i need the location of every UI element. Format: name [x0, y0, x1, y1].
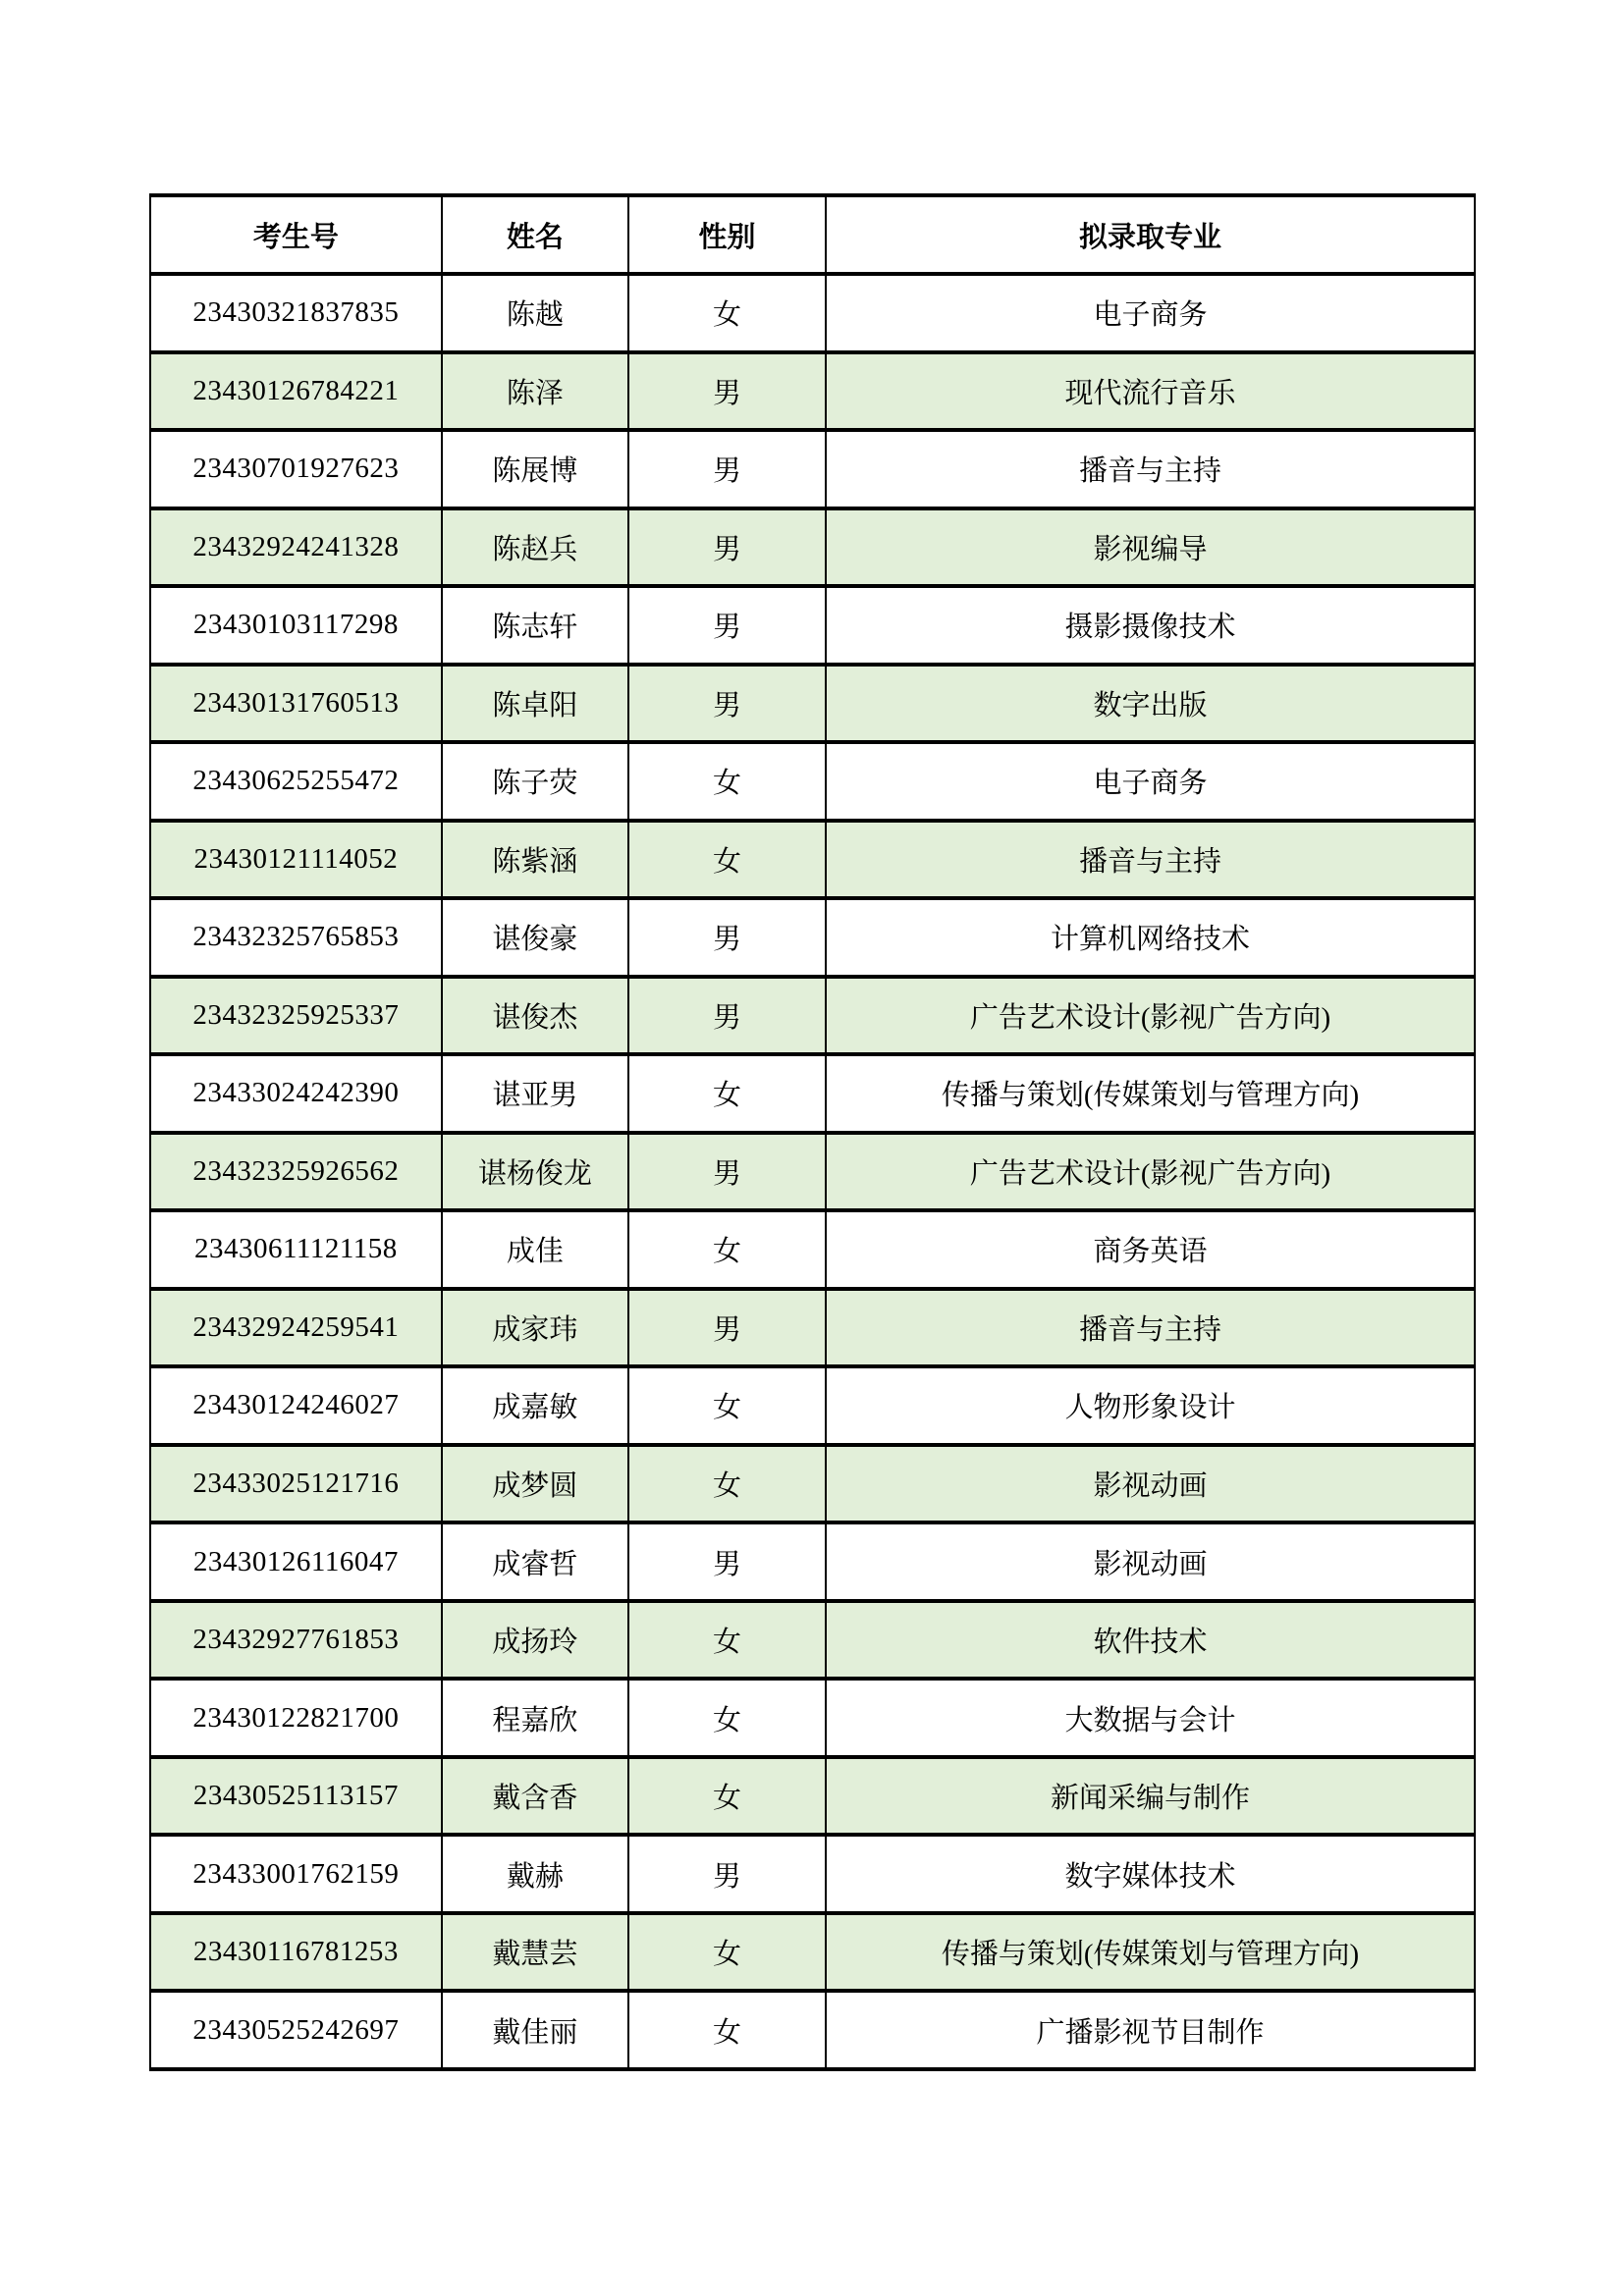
table-row: [150, 1835, 1475, 1913]
gender-cell: 女: [628, 274, 826, 352]
major-cell: 广播影视节目制作: [826, 1991, 1475, 2069]
candidate-id-cell: 23430121114052: [150, 821, 442, 899]
candidate-id-cell: 23430126784221: [150, 352, 442, 431]
candidate-id-cell: 23430611121158: [150, 1210, 442, 1289]
name-cell: 戴慧芸: [442, 1913, 628, 1992]
candidate-id-cell: 23432927761853: [150, 1601, 442, 1680]
major-cell: 大数据与会计: [826, 1679, 1475, 1757]
name-cell: 成家玮: [442, 1289, 628, 1367]
table-row: [150, 1054, 1475, 1133]
candidate-id-cell: 23432325926562: [150, 1133, 442, 1211]
name-cell: 戴赫: [442, 1835, 628, 1913]
candidate-id-cell: 23430116781253: [150, 1913, 442, 1992]
table-row: [150, 1210, 1475, 1289]
table-row: [150, 1289, 1475, 1367]
name-cell: 成睿哲: [442, 1522, 628, 1601]
gender-cell: 女: [628, 1757, 826, 1836]
name-cell: 成梦圆: [442, 1445, 628, 1523]
major-cell: 传播与策划(传媒策划与管理方向): [826, 1913, 1475, 1992]
candidate-id-cell: 23432325925337: [150, 977, 442, 1055]
gender-cell: 男: [628, 1522, 826, 1601]
name-cell: 陈紫涵: [442, 821, 628, 899]
gender-cell: 女: [628, 1210, 826, 1289]
table-row: [150, 430, 1475, 508]
gender-cell: 女: [628, 821, 826, 899]
name-cell: 陈卓阳: [442, 665, 628, 743]
table-row: [150, 1522, 1475, 1601]
major-cell: 播音与主持: [826, 1289, 1475, 1367]
candidate-id-cell: 23430701927623: [150, 430, 442, 508]
gender-cell: 男: [628, 352, 826, 431]
table-row: [150, 665, 1475, 743]
major-cell: 影视编导: [826, 508, 1475, 587]
name-cell: 陈展博: [442, 430, 628, 508]
table-row: [150, 898, 1475, 977]
gender-cell: 男: [628, 1133, 826, 1211]
major-cell: 数字出版: [826, 665, 1475, 743]
major-cell: 广告艺术设计(影视广告方向): [826, 1133, 1475, 1211]
table-row: [150, 1601, 1475, 1680]
table-header: [150, 195, 1475, 274]
major-cell: 电子商务: [826, 274, 1475, 352]
name-cell: 成扬玲: [442, 1601, 628, 1680]
admission-list-table: [149, 193, 1476, 2071]
candidate-id-cell: 23433024242390: [150, 1054, 442, 1133]
gender-cell: 女: [628, 742, 826, 821]
table-row: [150, 821, 1475, 899]
gender-cell: 男: [628, 586, 826, 665]
gender-cell: 女: [628, 1054, 826, 1133]
major-cell: 软件技术: [826, 1601, 1475, 1680]
gender-cell: 男: [628, 508, 826, 587]
gender-cell: 男: [628, 665, 826, 743]
table-row: [150, 1991, 1475, 2069]
name-cell: 陈志轩: [442, 586, 628, 665]
major-cell: 播音与主持: [826, 430, 1475, 508]
gender-cell: 男: [628, 898, 826, 977]
table-row: [150, 586, 1475, 665]
major-cell: 商务英语: [826, 1210, 1475, 1289]
candidate-id-cell: 23430122821700: [150, 1679, 442, 1757]
table-row: [150, 1133, 1475, 1211]
name-cell: 陈子荧: [442, 742, 628, 821]
candidate-id-cell: 23432325765853: [150, 898, 442, 977]
major-cell: 数字媒体技术: [826, 1835, 1475, 1913]
candidate-id-cell: 23433001762159: [150, 1835, 442, 1913]
candidate-id-cell: 23432924241328: [150, 508, 442, 587]
column-header-major: 拟录取专业: [826, 195, 1475, 274]
header-row: [150, 195, 1475, 274]
major-cell: 现代流行音乐: [826, 352, 1475, 431]
gender-cell: 男: [628, 430, 826, 508]
major-cell: 影视动画: [826, 1522, 1475, 1601]
major-cell: 播音与主持: [826, 821, 1475, 899]
candidate-id-cell: 23432924259541: [150, 1289, 442, 1367]
major-cell: 传播与策划(传媒策划与管理方向): [826, 1054, 1475, 1133]
gender-cell: 男: [628, 977, 826, 1055]
name-cell: 戴含香: [442, 1757, 628, 1836]
table-row: [150, 1757, 1475, 1836]
name-cell: 程嘉欣: [442, 1679, 628, 1757]
candidate-id-cell: 23430131760513: [150, 665, 442, 743]
name-cell: 成佳: [442, 1210, 628, 1289]
gender-cell: 女: [628, 1679, 826, 1757]
table-row: [150, 1679, 1475, 1757]
major-cell: 新闻采编与制作: [826, 1757, 1475, 1836]
major-cell: 电子商务: [826, 742, 1475, 821]
candidate-id-cell: 23430321837835: [150, 274, 442, 352]
major-cell: 摄影摄像技术: [826, 586, 1475, 665]
table-row: [150, 1366, 1475, 1445]
gender-cell: 女: [628, 1991, 826, 2069]
candidate-id-cell: 23430103117298: [150, 586, 442, 665]
major-cell: 广告艺术设计(影视广告方向): [826, 977, 1475, 1055]
candidate-id-cell: 23433025121716: [150, 1445, 442, 1523]
gender-cell: 男: [628, 1289, 826, 1367]
name-cell: 陈越: [442, 274, 628, 352]
name-cell: 谌杨俊龙: [442, 1133, 628, 1211]
name-cell: 陈赵兵: [442, 508, 628, 587]
candidate-id-cell: 23430124246027: [150, 1366, 442, 1445]
table-row: [150, 977, 1475, 1055]
table-row: [150, 352, 1475, 431]
candidate-id-cell: 23430625255472: [150, 742, 442, 821]
name-cell: 谌亚男: [442, 1054, 628, 1133]
name-cell: 戴佳丽: [442, 1991, 628, 2069]
major-cell: 计算机网络技术: [826, 898, 1475, 977]
column-header-candidate-id: 考生号: [150, 195, 442, 274]
candidate-id-cell: 23430525242697: [150, 1991, 442, 2069]
name-cell: 成嘉敏: [442, 1366, 628, 1445]
gender-cell: 女: [628, 1601, 826, 1680]
gender-cell: 女: [628, 1445, 826, 1523]
table-row: [150, 1445, 1475, 1523]
table-row: [150, 1913, 1475, 1992]
candidate-id-cell: 23430126116047: [150, 1522, 442, 1601]
gender-cell: 女: [628, 1913, 826, 1992]
gender-cell: 男: [628, 1835, 826, 1913]
name-cell: 陈泽: [442, 352, 628, 431]
major-cell: 影视动画: [826, 1445, 1475, 1523]
column-header-gender: 性别: [628, 195, 826, 274]
name-cell: 谌俊豪: [442, 898, 628, 977]
candidate-id-cell: 23430525113157: [150, 1757, 442, 1836]
name-cell: 谌俊杰: [442, 977, 628, 1055]
major-cell: 人物形象设计: [826, 1366, 1475, 1445]
gender-cell: 女: [628, 1366, 826, 1445]
table-row: [150, 508, 1475, 587]
column-header-name: 姓名: [442, 195, 628, 274]
table-row: [150, 742, 1475, 821]
table-row: [150, 274, 1475, 352]
table-body: [150, 274, 1475, 2069]
